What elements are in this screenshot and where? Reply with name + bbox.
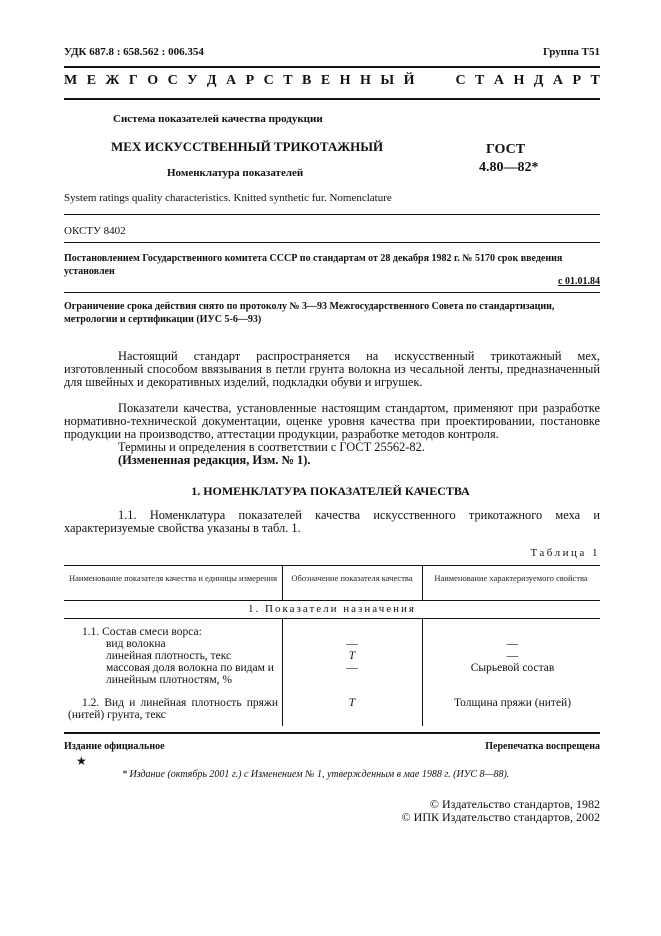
symbol-linear-density: T [348,650,356,662]
category-letter: В [302,73,312,88]
category-letter: Ы [380,73,395,88]
title-bottom-rule [64,214,600,215]
category-letter: Й [403,73,415,88]
edition-note: * Издание (октябрь 2001 г.) с Изменением № 1, утвержденным в мае 1988 г. (ИУС 8—88). [122,769,510,780]
top-rule [64,66,600,68]
category-letter: У [187,73,198,88]
reprint-prohibited: Перепечатка воспрещена [485,741,600,752]
okstu-code: ОКСТУ 8402 [64,225,126,237]
property-linear-density: — [506,650,519,662]
row-linear-density: линейная плотность, текс [106,650,232,662]
standard-category [64,73,600,89]
category-letter: Д [206,73,217,88]
category-letter: С [263,73,274,88]
english-title: System ratings quality characteristics. Knitted synthetic fur. Nomenclature [64,192,392,204]
paragraph-scope: Настоящий стандарт распространяется на искусственный трикотажный мех, изготовленный способом ввязывания в петли грунта волокна из чесальной ленты, предназначенный для швейных и декоративных изделий, подкладки обуви и игрушек. [64,349,600,389]
table-column-divider [422,618,423,726]
row-composition-title: 1.1. Состав смеси ворса: [82,626,202,638]
subtitle: Номенклатура показателей [167,167,304,179]
paragraph-terms: Термины и определения в соответствии с ГОСТ 25562-82. [118,440,425,454]
row-yarn-density: 1.2. Вид и линейная плотность пряжи [82,697,278,709]
table-caption: Таблица 1 [530,547,600,559]
system-title: Система показателей качества продукции [113,113,323,125]
category-letter: Н [513,73,525,88]
table-top-border [64,565,600,566]
gost-number: 4.80—82* [479,160,539,175]
category-letter: Р [572,73,582,88]
table-header-border [64,600,600,601]
property-raw-composition: Сырьевой состав [470,662,555,674]
table-header-property: Наименование характеризуемого свойства [434,573,588,583]
category-letter: О [147,73,159,88]
category-letter: М [64,73,78,88]
property-fiber-type: — [506,638,519,650]
row-yarn-density-cont: (нитей) грунта, текс [68,709,166,721]
row-fiber-type: вид волокна [106,638,166,650]
symbol-yarn-density: T [348,697,356,709]
decree-text: Постановлением Государственного комитета СССР по стандартам от 28 декабря 1982 г. № 5170 срок введения установлен [64,253,563,277]
table-header-name: Наименование показателя качества и единицы измерения [69,573,277,583]
table-header-symbol: Обозначение показателя качества [291,573,413,583]
row-mass-fraction: массовая доля волокна по видам и [106,662,274,674]
category-letter: Е [86,73,97,88]
category-letter: Н [360,73,371,88]
copyright-2002: © ИПК Издательство стандартов, 2002 [401,810,600,824]
category-letter: С [455,73,466,88]
category-letter: Г [128,73,138,88]
paragraph-application: Показатели качества, установленные настоящим стандартом, применяют при разработке нормативно-технической документации, оценке уровня качества при проектировании, постановке продукции на производство, аттестации продукции, разработке методов контроля. [64,401,600,441]
limit-note: Ограничение срока действия снято по протоколу № 3—93 Межгосударственного Совета по стандартизации, метрологии и сертификации (ИУС 5-6—93) [64,301,555,325]
symbol-mass-fraction: — [346,662,358,674]
category-letter: А [226,73,237,88]
gost-label: ГОСТ [486,142,526,157]
category-letter: Т [475,73,485,88]
category-letter: Н [339,73,351,88]
paragraph-table-ref: 1.1. Номенклатура показателей качества искусственного трикотажного меха и характеризуемые свойства указаны в табл. 1. [64,508,600,535]
group-code: Группа Т51 [542,46,600,58]
property-yarn-thickness: Толщина пряжи (нитей) [453,697,572,709]
main-title: МЕХ ИСКУССТВЕННЫЙ ТРИКОТАЖНЫЙ [111,139,384,154]
title-rule [64,98,600,100]
category-letter: Е [320,73,331,88]
row-mass-fraction-cont: линейным плотностям, % [106,674,232,686]
footer-rule [64,732,600,734]
category-letter: Ж [105,73,120,88]
category-letter: Р [245,73,255,88]
paragraph-amendment: (Измененная редакция, Изм. № 1). [118,453,311,467]
table-group-border [64,618,600,619]
star-icon: ★ [76,754,87,768]
category-letter: А [493,73,504,88]
symbol-fiber-type: — [346,638,358,650]
table-group-title: 1. Показатели назначения [248,603,416,615]
category-letter: А [552,73,564,88]
okstu-rule [64,242,600,243]
udk-code: УДК 687.8 : 658.562 : 006.354 [64,46,204,58]
copyright-1982: © Издательство стандартов, 1982 [429,797,600,811]
date-rule [64,292,600,293]
category-letter: С [167,73,178,88]
category-letter: Д [533,73,544,88]
official-edition: Издание официальное [64,741,165,752]
category-letter: Т [590,73,600,88]
effective-date: с 01.01.84 [558,276,600,287]
category-letter: Т [283,73,293,88]
section-heading: 1. НОМЕНКЛАТУРА ПОКАЗАТЕЛЕЙ КАЧЕСТВА [191,484,470,498]
category-letter [424,73,446,89]
